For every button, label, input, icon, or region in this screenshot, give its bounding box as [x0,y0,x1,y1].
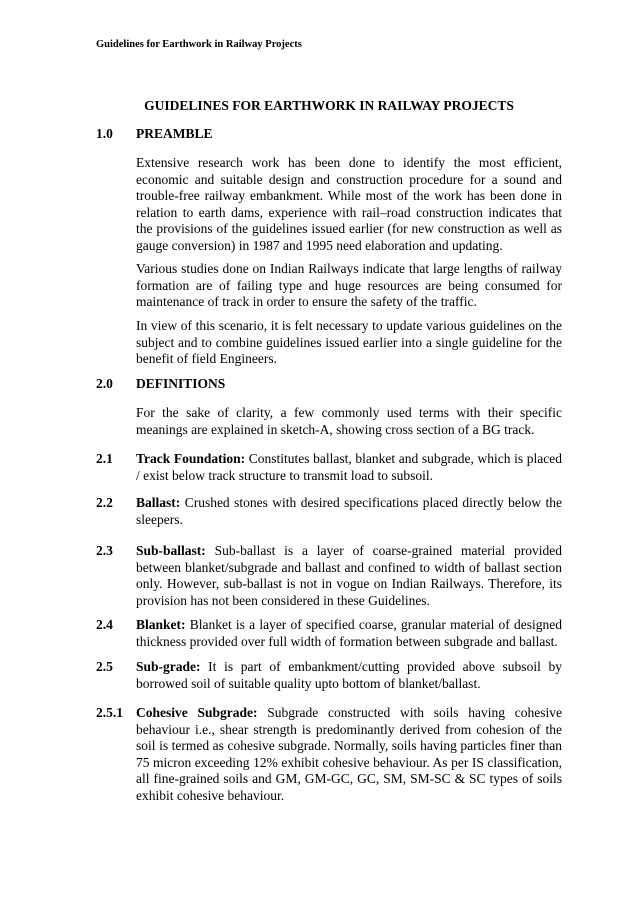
definition-number: 2.1 [96,451,113,466]
definition-term: Cohesive Subgrade: [136,705,258,720]
definition-term: Track Foundation: [136,451,246,466]
definition-number: 2.2 [96,495,113,510]
document-title: GUIDELINES FOR EARTHWORK IN RAILWAY PROJECTS [144,98,514,113]
definition-sub-ballast [96,543,562,609]
section-heading: DEFINITIONS [136,376,226,391]
definition-term: Sub-ballast: [136,543,206,558]
definition-track-foundation [96,451,562,484]
definitions-intro: For the sake of clarity, a few commonly used terms with their specific meanings are explained in sketch-A, showing cross section of a BG track. [136,405,562,437]
definition-text: Constitutes ballast, blanket and subgrade, which is placed / exist below track structure to transmit load to subsoil. [136,451,563,483]
definition-blanket [96,617,562,650]
definition-cohesive-subgrade [96,705,562,805]
definition-text: Subgrade constructed with soils having cohesive behaviour i.e., shear strength is predominantly derived from cohesion of the soil is termed as cohesive subgrade. Normally, soils having particles finer than 75 micron exceeding 12% exhibit cohesive behaviour. As per IS classification, all fine-grained soils and GM, GM-GC, GC, SM, SM-SC & SC types of soils exhibit cohesive behaviour. [136,705,562,803]
preamble-paragraph-2: Various studies done on Indian Railways indicate that large lengths of railway formation are of failing type and huge resources are being consumed for maintenance of track in order to ensure the safety of the traffic. [136,261,562,310]
running-header: Guidelines for Earthwork in Railway Projects [96,39,302,50]
preamble-paragraph-3: In view of this scenario, it is felt necessary to update various guidelines on the subject and to combine guidelines issued earlier into a single guideline for the benefit of field Engineers. [136,318,562,367]
definition-number: 2.5.1 [96,705,123,720]
definition-term: Blanket: [136,617,186,632]
section-number: 2.0 [96,376,113,391]
definition-text: Blanket is a layer of specified coarse, granular material of designed thickness provided over full width of formation between subgrade and ballast. [136,617,562,649]
definition-sub-grade [96,659,562,692]
definition-number: 2.4 [96,617,113,632]
definition-text: It is part of embankment/cutting provided above subsoil by borrowed soil of suitable quality upto bottom of blanket/ballast. [136,659,562,691]
definition-term: Ballast: [136,495,181,510]
definition-ballast [96,495,562,528]
section-preamble-heading [96,126,562,143]
definition-text: Sub-ballast is a layer of coarse-grained material provided between blanket/subgrade and ballast and confined to width of ballast section only. However, sub-ballast is not in vogue on Indian Railways. Therefore, its provision has not been considered in these Guidelines. [136,543,562,608]
section-definitions-heading [96,376,562,393]
definition-term: Sub-grade: [136,659,201,674]
preamble-paragraph-1: Extensive research work has been done to identify the most efficient, economic and suitable design and construction procedure for a sound and trouble-free railway embankment. While most of the work has been done in relation to earth dams, experience with rail–road construction indicates that the provisions of the guidelines issued earlier (for new construction as well as gauge conversion) in 1987 and 1995 need elaboration and updating. [136,155,562,253]
definition-number: 2.5 [96,659,113,674]
definition-text: Crushed stones with desired specifications placed directly below the sleepers. [136,495,562,527]
section-heading: PREAMBLE [136,126,213,141]
definition-number: 2.3 [96,543,113,558]
section-number: 1.0 [96,126,113,141]
